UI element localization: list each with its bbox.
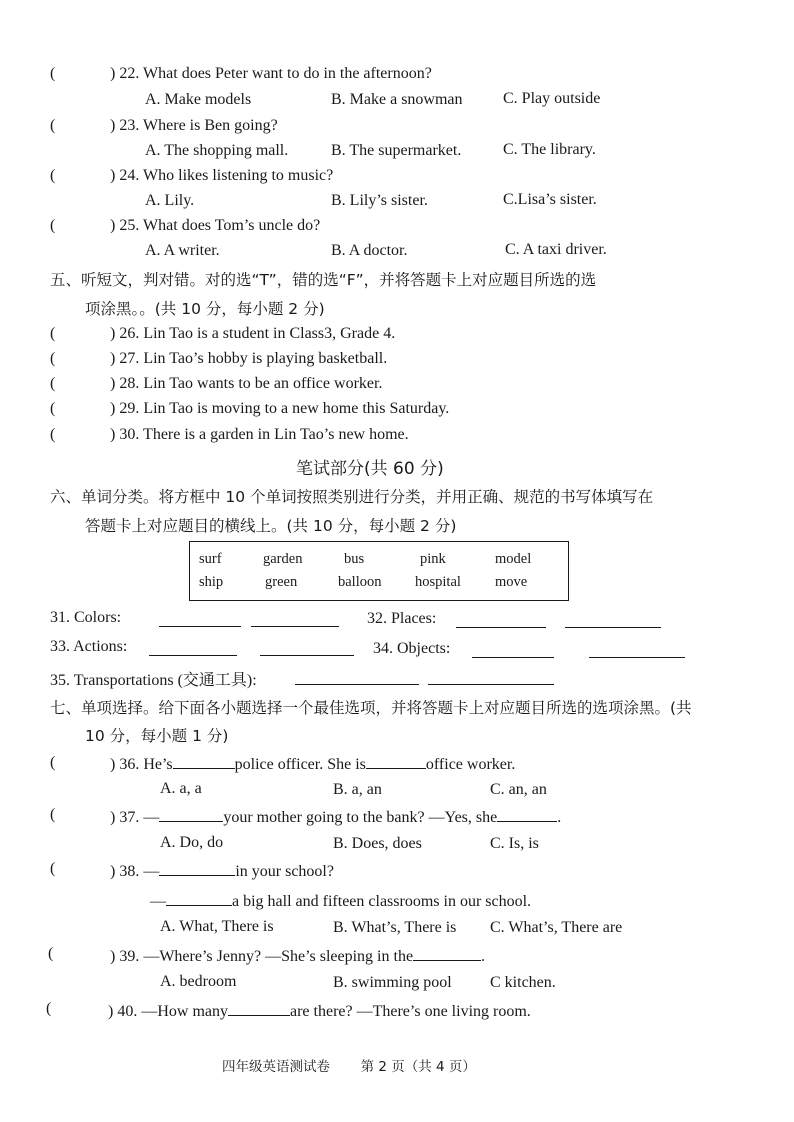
page-number: 第 2 页（共 4 页） xyxy=(360,1059,476,1075)
answer-line[interactable] xyxy=(589,657,685,658)
answer-paren[interactable]: ( xyxy=(50,806,56,823)
option-a: A. bedroom xyxy=(160,973,237,990)
question-38-line2 xyxy=(150,891,531,911)
section5-heading: 五、听短文，判对错。对的选“T”，错的选“F”，并将答题卡上对应题目所选的选 xyxy=(50,271,597,289)
answer-paren[interactable]: ( xyxy=(50,117,56,134)
question-39 xyxy=(110,946,485,966)
option-a: A. Do, do xyxy=(160,834,224,851)
option-a: A. Make models xyxy=(145,91,252,108)
q34-label: 34. Objects: xyxy=(373,640,451,657)
option-c: C kitchen. xyxy=(490,974,556,991)
answer-paren[interactable]: ( xyxy=(50,350,56,367)
answer-paren[interactable]: ( xyxy=(50,167,56,184)
answer-paren[interactable]: ( xyxy=(50,754,56,771)
q33-label: 33. Actions: xyxy=(50,638,128,655)
option-a: A. Lily. xyxy=(145,192,195,209)
option-a: A. The shopping mall. xyxy=(145,142,289,159)
option-b: B. A doctor. xyxy=(331,242,408,259)
word: move xyxy=(495,574,528,590)
word-box xyxy=(189,541,569,601)
fill-blank[interactable] xyxy=(497,807,557,822)
option-b: B. Make a snowman xyxy=(331,91,463,108)
fill-blank[interactable] xyxy=(413,946,481,961)
tf-question-27: ) 27. Lin Tao’s hobby is playing basketball. xyxy=(110,350,388,367)
question-text: your mother going to the bank? —Yes, she xyxy=(223,809,498,826)
answer-line[interactable] xyxy=(159,626,241,627)
question-text: . xyxy=(481,948,486,965)
option-c: C. an, an xyxy=(490,781,547,798)
word: bus xyxy=(344,551,365,567)
word: green xyxy=(265,574,298,590)
q31-label: 31. Colors: xyxy=(50,609,122,626)
answer-paren[interactable]: ( xyxy=(50,217,56,234)
tf-question-29: ) 29. Lin Tao is moving to a new home this Saturday. xyxy=(110,400,450,417)
question-text: ) 40. —How many xyxy=(108,1003,228,1020)
question-text: a big hall and fifteen classrooms in our school. xyxy=(232,893,532,910)
q35-label: 35. Transportations (交通工具): xyxy=(50,672,257,689)
question-text: police officer. She is xyxy=(234,756,366,773)
option-c: C. Play outside xyxy=(503,90,601,107)
answer-paren[interactable]: ( xyxy=(50,426,56,443)
option-b: B. swimming pool xyxy=(333,974,452,991)
question-text: . xyxy=(557,809,562,826)
exam-title: 四年级英语测试卷 xyxy=(222,1059,330,1075)
question-text: office worker. xyxy=(425,756,516,773)
question-text: ) 22. What does Peter want to do in the afternoon? xyxy=(110,65,432,82)
section6-heading: 六、单词分类。将方框中 10 个单词按照类别进行分类，并用正确、规范的书写体填写在 xyxy=(50,488,654,506)
question-text: in your school? xyxy=(235,863,334,880)
fill-blank[interactable] xyxy=(159,861,235,876)
section7-heading: 七、单项选择。给下面各小题选择一个最佳选项，并将答题卡上对应题目所选的选项涂黑。(共 xyxy=(50,699,692,717)
question-40 xyxy=(108,1001,531,1021)
answer-paren[interactable]: ( xyxy=(50,65,56,82)
section6-heading-cont: 答题卡上对应题目的横线上。(共 10 分，每小题 2 分) xyxy=(85,517,457,535)
option-c: C. A taxi driver. xyxy=(505,241,607,258)
answer-paren[interactable]: ( xyxy=(46,1000,52,1017)
q32-label: 32. Places: xyxy=(367,610,437,627)
footer xyxy=(222,1055,476,1075)
answer-line[interactable] xyxy=(428,684,554,685)
question-text: ) 24. Who likes listening to music? xyxy=(110,167,334,184)
word: hospital xyxy=(415,574,461,590)
question-text: ) 38. — xyxy=(110,863,160,880)
fill-blank[interactable] xyxy=(228,1001,290,1016)
answer-paren[interactable]: ( xyxy=(50,400,56,417)
question-text: ) 39. —Where’s Jenny? —She’s sleeping in the xyxy=(110,948,414,965)
option-a: A. What, There is xyxy=(160,918,274,935)
answer-line[interactable] xyxy=(251,626,339,627)
option-c: C. The library. xyxy=(503,141,596,158)
fill-blank[interactable] xyxy=(366,754,426,769)
word: model xyxy=(495,551,532,567)
question-text: ) 25. What does Tom’s uncle do? xyxy=(110,217,321,234)
option-c: C.Lisa’s sister. xyxy=(503,191,597,208)
option-b: B. The supermarket. xyxy=(331,142,462,159)
option-b: B. What’s, There is xyxy=(333,919,457,936)
tf-question-28: ) 28. Lin Tao wants to be an office worker. xyxy=(110,375,383,392)
answer-line[interactable] xyxy=(472,657,554,658)
word: garden xyxy=(263,551,303,567)
written-part-heading: 笔试部分(共 60 分) xyxy=(296,459,444,479)
option-b: B. a, an xyxy=(333,781,382,798)
answer-line[interactable] xyxy=(295,684,419,685)
fill-blank[interactable] xyxy=(173,754,235,769)
question-text: ) 37. — xyxy=(110,809,160,826)
answer-line[interactable] xyxy=(565,627,661,628)
question-text: ) 23. Where is Ben going? xyxy=(110,117,278,134)
word: pink xyxy=(420,551,446,567)
question-37 xyxy=(110,807,561,827)
question-text: are there? —There’s one living room. xyxy=(289,1003,531,1020)
answer-paren[interactable]: ( xyxy=(50,860,56,877)
option-a: A. A writer. xyxy=(145,242,220,259)
section5-heading-cont: 项涂黑。。(共 10 分，每小题 2 分) xyxy=(85,300,325,318)
fill-blank[interactable] xyxy=(159,807,223,822)
answer-paren[interactable]: ( xyxy=(50,325,56,342)
answer-paren[interactable]: ( xyxy=(50,375,56,392)
option-a: A. a, a xyxy=(160,780,202,797)
question-36 xyxy=(110,754,515,774)
option-b: B. Lily’s sister. xyxy=(331,192,428,209)
answer-paren[interactable]: ( xyxy=(48,945,54,962)
option-c: C. Is, is xyxy=(490,835,539,852)
question-text: — xyxy=(150,893,166,910)
option-c: C. What’s, There are xyxy=(490,919,623,936)
tf-question-30: ) 30. There is a garden in Lin Tao’s new home. xyxy=(110,426,409,443)
section7-heading-cont: 10 分，每小题 1 分) xyxy=(85,727,229,745)
fill-blank[interactable] xyxy=(166,891,232,906)
option-b: B. Does, does xyxy=(333,835,422,852)
tf-question-26: ) 26. Lin Tao is a student in Class3, Grade 4. xyxy=(110,325,396,342)
word: surf xyxy=(199,551,222,567)
answer-line[interactable] xyxy=(149,655,237,656)
word: ship xyxy=(199,574,224,590)
answer-line[interactable] xyxy=(260,655,354,656)
answer-line[interactable] xyxy=(456,627,546,628)
word: balloon xyxy=(338,574,382,590)
question-text: ) 36. He’s xyxy=(110,756,173,773)
question-38 xyxy=(110,861,334,881)
